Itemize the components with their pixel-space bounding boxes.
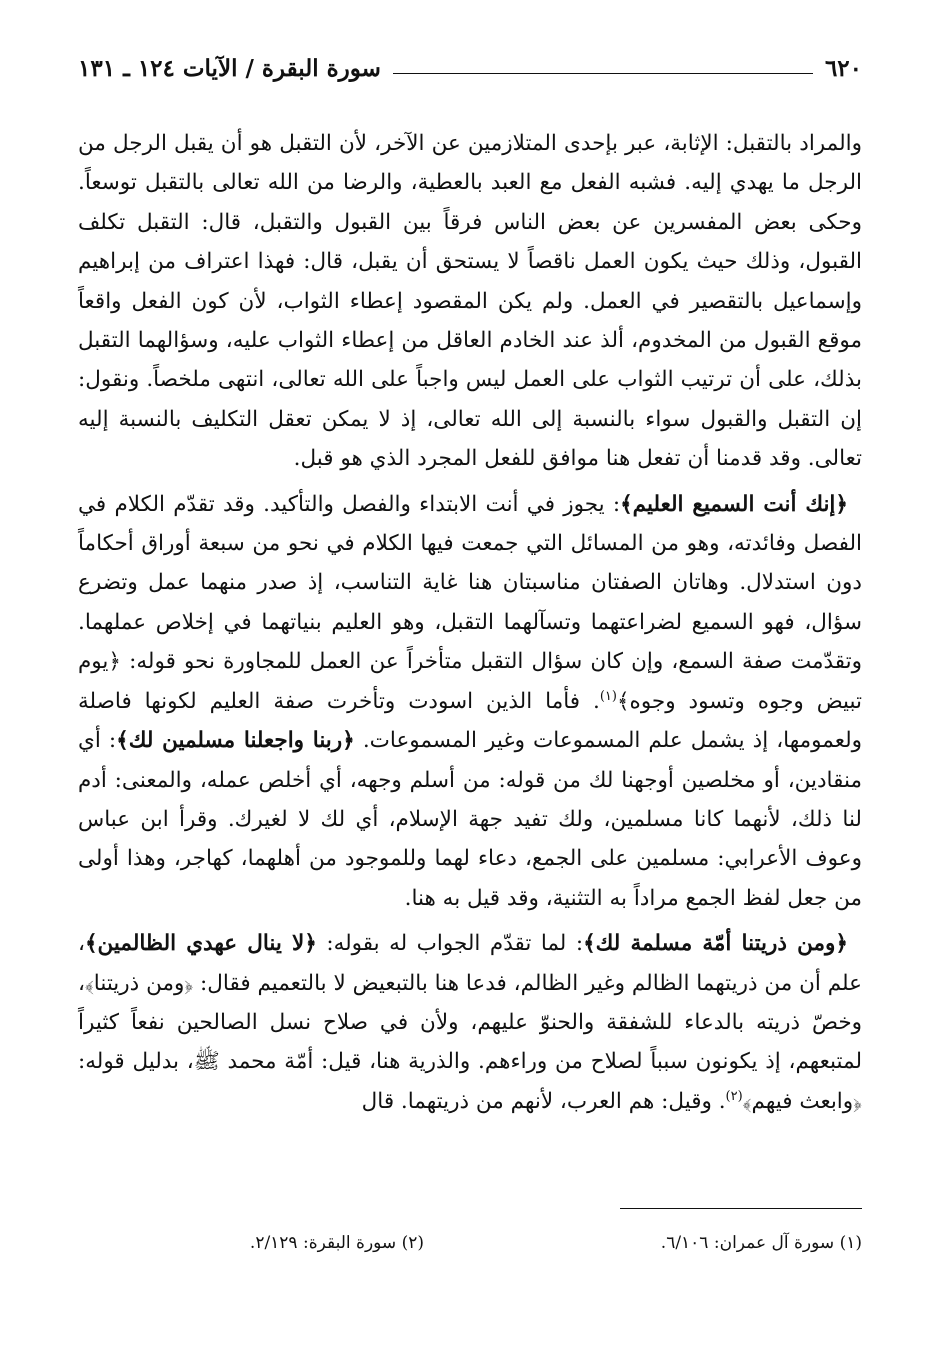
text-segment: : يجوز في أنت الابتداء والفصل والتأكيد. وقد تقدّم الكلام في الفصل وفائدته، وهو من المسائل التي جمعت فيها الكلام في نحو من سبعة أوراق أحكاماً دون استدلال. وهاتان الصفتان مناسبتان هنا غاية التناسب، إذ صدر منهما عمل وتضرع سؤال، فهو السميع لضراعتهما وتسآلهما التقبل، وهو العليم بنياتهما في إخلاص عملهما. وتقدّمت صفة السمع، وإن كان سؤال التقبل متأخراً عن العمل للمجاورة نحو قوله: ﴿يوم تبيض وجوه وتسود وجوه﴾ xyxy=(78,491,862,714)
quranic-quote: ﴿ربنا واجعلنا مسلمين لك﴾ xyxy=(116,728,355,754)
body-text xyxy=(78,124,862,1121)
header-rule xyxy=(393,73,813,74)
text-segment: . وقيل: هم العرب، لأنهم من ذريتهما. قال xyxy=(361,1088,726,1114)
footnote-marker: (٢) xyxy=(725,1088,743,1104)
text-segment: : لما تقدّم الجواب له بقوله: xyxy=(316,931,584,957)
footnote-marker: (١) xyxy=(599,688,617,704)
footnote-1: (١) سورة آل عمران: ٦/١٠٦. xyxy=(660,1233,862,1253)
paragraph xyxy=(78,124,862,479)
paragraph xyxy=(78,485,862,918)
text-segment: ، علم أن من ذريتهما الظالم وغير الظالم، فدعا هنا بالتبعيض لا بالتعميم فقال: ﴿ومن ذريتنا﴾، وخصّ ذريته بالدعاء للشفقة والحنوّ عليهم، ولأن في صلاح نسل الصالحين نفعاً كثيراً لمتبعهم، إذ يكونون سبباً لصلاح من وراءهم. والذرية هنا، قيل: أمّة محمد ﷺ، بدليل قوله: ﴿وابعث فيهم﴾ xyxy=(78,931,862,1114)
surah-verses-title: سورة البقرة / الآيات ١٢٤ ـ ١٣١ xyxy=(78,55,381,82)
quranic-quote: ﴿لا ينال عهدي الظالمين﴾ xyxy=(84,931,317,957)
footnote-separator xyxy=(620,1208,862,1209)
quranic-quote: ﴿إنك أنت السميع العليم﴾ xyxy=(620,491,848,517)
footnote-2: (٢) سورة البقرة: ٢/١٢٩. xyxy=(249,1233,424,1253)
running-header xyxy=(78,40,862,82)
page-number: ٦٢٠ xyxy=(824,55,862,82)
paragraph xyxy=(78,924,862,1121)
text-segment: : أي منقادين، أو مخلصين أوجهنا لك من قوله: من أسلم وجهه، أي أخلص عمله، والمعنى: أدم لنا ذلك، لأنهما كانا مسلمين، ولك تفيد جهة الإسلام، أي لك لا لغيرك. وقرأ ابن عباس وعوف الأعرابي: مسلمين على الجمع، دعاء لهما وللموجود من أهلهما، كهاجر، وهذا أولى من جعل لفظ الجمع مراداً به التثنية، وقد قيل به هنا. xyxy=(78,728,862,911)
text-segment: . فأما الذين اسودت وتأخرت صفة العليم لكونها فاصلة ولعمومها، إذ يشمل علم المسموعات وغير المسموعات. xyxy=(78,688,863,754)
text-segment: والمراد بالتقبل: الإثابة، عبر بإحدى المتلازمين عن الآخر، لأن التقبل هو أن يقبل الرجل من الرجل ما يهدي إليه. فشبه الفعل مع العبد بالعطية، والرضا من الله تعالى بالتقبل توسعاً. وحكى بعض المفسرين عن بعض الناس فرقاً بين القبول والتقبل، قال: التقبل تكلف القبول، وذلك حيث يكون العمل ناقصاً لا يستحق أن يقبل، قال: فهذا اعتراف من إبراهيم وإسماعيل بالتقصير في العمل. ولم يكن المقصود إعطاء الثواب، لأن كون الفعل واقعاً موقع القبول من المخدوم، ألذ عند الخادم العاقل من إعطاء الثواب عليه، وسؤالهما التقبل بذلك، على أن ترتيب الثواب على العمل ليس واجباً على الله تعالى، انتهى ملخصاً. ونقول: إن التقبل والقبول سواء بالنسبة إلى الله تعالى، إذ لا يمكن تعقل التكليف بالنسبة إليه تعالى. وقد قدمنا أن تفعل هنا موافق للفعل المجرد الذي هو قبل. xyxy=(78,131,862,472)
quranic-quote: ﴿ومن ذريتنا أمّة مسلمة لك﴾ xyxy=(583,931,848,957)
document-page xyxy=(78,40,863,1253)
